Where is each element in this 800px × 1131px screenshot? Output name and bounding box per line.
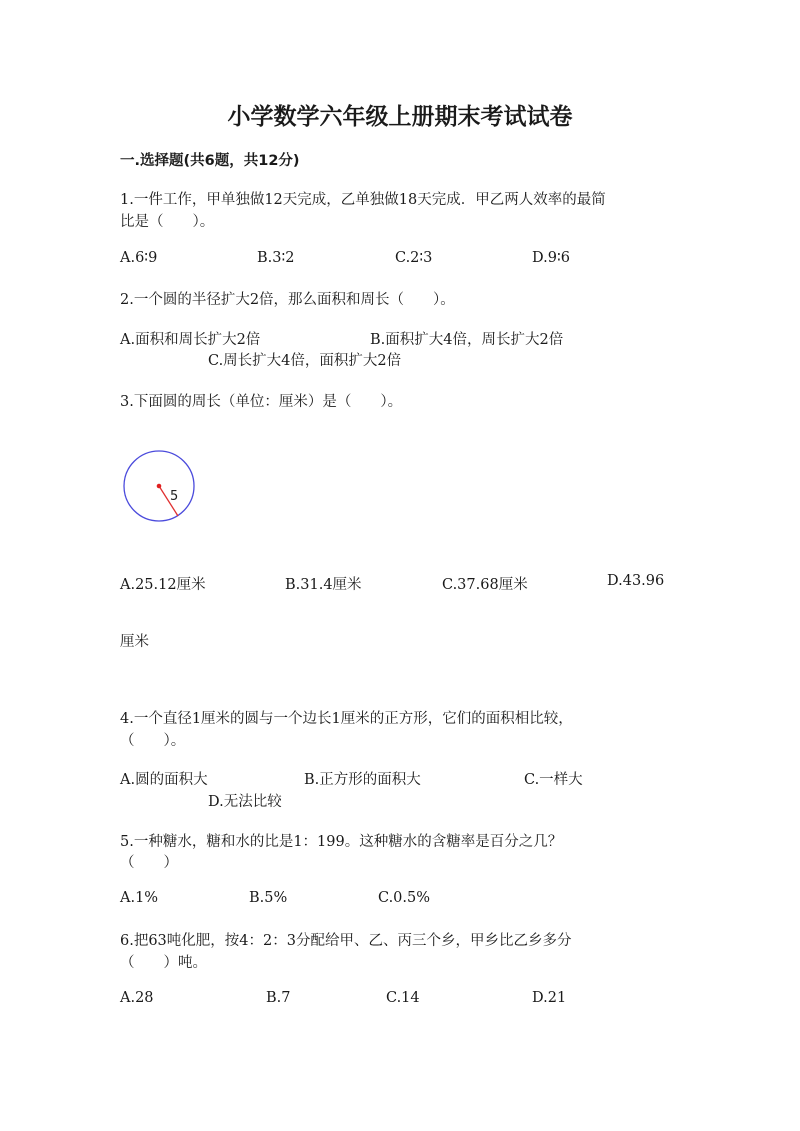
question-6-line-1: 6.把63吨化肥，按4：2：3分配给甲、乙、丙三个乡，甲乡比乙乡多分	[120, 933, 572, 949]
q4-option-a[interactable]: A.圆的面积大	[120, 772, 208, 788]
q1-option-b[interactable]: B.3∶2	[257, 250, 295, 266]
q3-option-d-continuation: 厘米	[120, 634, 149, 650]
q1-option-a[interactable]: A.6∶9	[120, 250, 158, 266]
question-4-line-1: 4.一个直径1厘米的圆与一个边长1厘米的正方形，它们的面积相比较，	[120, 711, 573, 727]
q6-option-d[interactable]: D.21	[532, 990, 567, 1006]
q3-option-c[interactable]: C.37.68厘米	[442, 577, 528, 593]
q6-option-c[interactable]: C.14	[386, 990, 420, 1006]
question-5-line-1: 5.一种糖水，糖和水的比是1：199。这种糖水的含糖率是百分之几？	[120, 834, 563, 850]
question-3-line-1: 3.下面圆的周长（单位：厘米）是（ ）。	[120, 394, 403, 410]
q2-option-a[interactable]: A.面积和周长扩大2倍	[120, 332, 261, 348]
question-5-line-2: （ ）	[120, 855, 178, 871]
q3-option-a[interactable]: A.25.12厘米	[120, 577, 206, 593]
question-1-line-1: 1.一件工作，甲单独做12天完成，乙单独做18天完成．甲乙两人效率的最简	[120, 192, 606, 208]
q4-option-b[interactable]: B.正方形的面积大	[304, 772, 421, 788]
q5-option-b[interactable]: B.5%	[249, 890, 288, 906]
q4-option-c[interactable]: C.一样大	[524, 772, 583, 788]
page-title: 小学数学六年级上册期末考试试卷	[227, 104, 573, 130]
question-4-line-2: （ ）。	[120, 733, 186, 749]
q3-option-b[interactable]: B.31.4厘米	[285, 577, 362, 593]
question-1-line-2: 比是（ ）。	[120, 214, 215, 230]
question-2-line-1: 2.一个圆的半径扩大2倍，那么面积和周长（ ）。	[120, 292, 455, 308]
question-6-line-2: （ ）吨。	[120, 955, 207, 971]
radius-label: 5	[170, 489, 179, 504]
q6-option-a[interactable]: A.28	[120, 990, 154, 1006]
center-point	[157, 484, 162, 489]
q5-option-c[interactable]: C.0.5%	[378, 890, 431, 906]
q1-option-d[interactable]: D.9∶6	[532, 250, 570, 266]
q6-option-b[interactable]: B.7	[266, 990, 291, 1006]
q5-option-a[interactable]: A.1%	[120, 890, 159, 906]
q2-option-b[interactable]: B.面积扩大4倍，周长扩大2倍	[370, 332, 564, 348]
q4-option-d[interactable]: D.无法比较	[208, 794, 282, 810]
section-heading: 一.选择题(共6题，共12分)	[120, 153, 300, 169]
q1-option-c[interactable]: C.2∶3	[395, 250, 433, 266]
q3-option-d[interactable]: D.43.96	[607, 573, 665, 589]
circle-figure	[118, 448, 200, 530]
q2-option-c[interactable]: C.周长扩大4倍，面积扩大2倍	[208, 353, 402, 369]
